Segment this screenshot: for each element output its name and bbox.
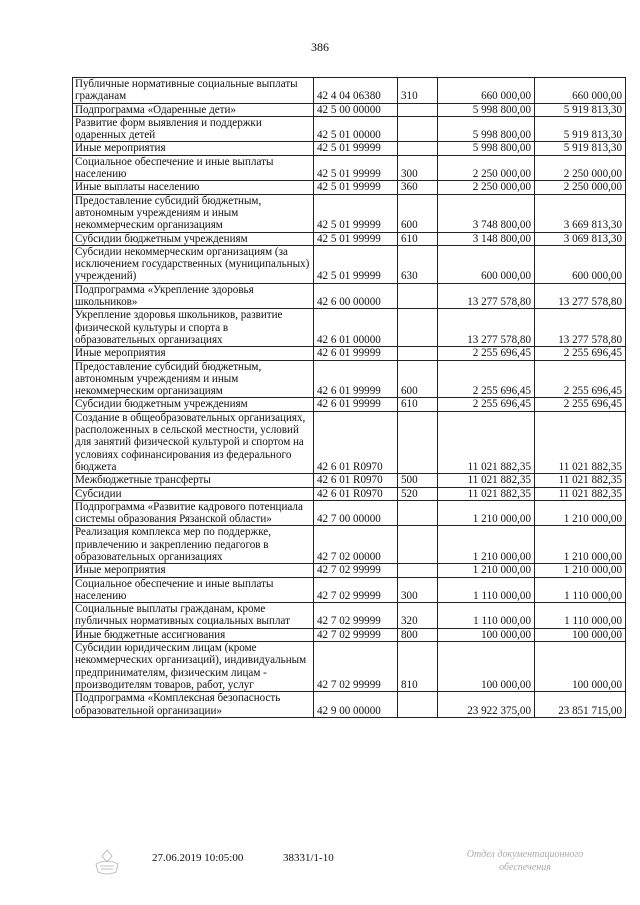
- page-number: 386: [311, 40, 329, 54]
- target-article-code-cell: 42 5 00 00000: [314, 103, 398, 116]
- table-row: [73, 487, 626, 500]
- executed-amount-cell: 1 110 000,00: [535, 577, 626, 603]
- planned-amount-cell: 11 021 882,35: [438, 474, 535, 487]
- planned-amount-cell: 2 255 696,45: [438, 360, 535, 398]
- expense-type-code-cell: [398, 103, 438, 116]
- table-row: [73, 309, 626, 347]
- executed-amount-cell: 660 000,00: [535, 78, 626, 104]
- executed-amount-cell: 1 110 000,00: [535, 603, 626, 629]
- expense-type-code-cell: [398, 411, 438, 473]
- planned-amount-cell: 1 110 000,00: [438, 577, 535, 603]
- planned-amount-cell: 2 250 000,00: [438, 181, 535, 194]
- executed-amount-cell: 100 000,00: [535, 628, 626, 641]
- executed-amount-cell: 2 255 696,45: [535, 398, 626, 411]
- planned-amount-cell: 3 148 800,00: [438, 232, 535, 245]
- expense-type-code-cell: 800: [398, 628, 438, 641]
- expense-type-code-cell: [398, 309, 438, 347]
- row-name-cell: Иные выплаты населению: [73, 181, 314, 194]
- expense-type-code-cell: [398, 500, 438, 526]
- executed-amount-cell: 2 250 000,00: [535, 155, 626, 181]
- row-name-cell: Иные бюджетные ассигнования: [73, 628, 314, 641]
- executed-amount-cell: 5 919 813,30: [535, 116, 626, 142]
- table-row: [73, 181, 626, 194]
- table-row: [73, 474, 626, 487]
- table-row: [73, 142, 626, 155]
- table-row: [73, 500, 626, 526]
- footer: [0, 848, 640, 888]
- row-name-cell: Субсидии юридическим лицам (кроме некоммерческих организаций), индивидуальным предпринимателям, физическим лицам - производителям товаров, работ, услуг: [73, 642, 314, 692]
- target-article-code-cell: 42 5 01 99999: [314, 181, 398, 194]
- executed-amount-cell: 2 255 696,45: [535, 360, 626, 398]
- table-row: [73, 628, 626, 641]
- table-row: [73, 103, 626, 116]
- planned-amount-cell: 5 998 800,00: [438, 142, 535, 155]
- expense-type-code-cell: [398, 347, 438, 360]
- planned-amount-cell: 2 255 696,45: [438, 347, 535, 360]
- table-row: [73, 155, 626, 181]
- executed-amount-cell: 13 277 578,80: [535, 283, 626, 309]
- expense-type-code-cell: 360: [398, 181, 438, 194]
- planned-amount-cell: 1 210 000,00: [438, 564, 535, 577]
- table-row: [73, 194, 626, 232]
- row-name-cell: Социальное обеспечение и иные выплаты населению: [73, 155, 314, 181]
- row-name-cell: Развитие форм выявления и поддержки одаренных детей: [73, 116, 314, 142]
- planned-amount-cell: 660 000,00: [438, 78, 535, 104]
- table-row: [73, 78, 626, 104]
- executed-amount-cell: 600 000,00: [535, 245, 626, 283]
- table-row: [73, 603, 626, 629]
- target-article-code-cell: 42 5 01 99999: [314, 232, 398, 245]
- table-row: [73, 283, 626, 309]
- department-stamp: Отдел документационного обеспечения: [466, 849, 584, 873]
- planned-amount-cell: 1 110 000,00: [438, 603, 535, 629]
- expense-type-code-cell: 610: [398, 398, 438, 411]
- row-name-cell: Создание в общеобразовательных организациях, расположенных в сельской местности, условий для занятий физической культурой и спортом на условиях софинансирования из федерального бюджета: [73, 411, 314, 473]
- target-article-code-cell: 42 6 01 R0970: [314, 411, 398, 473]
- planned-amount-cell: 600 000,00: [438, 245, 535, 283]
- table-row: [73, 360, 626, 398]
- target-article-code-cell: 42 7 00 00000: [314, 500, 398, 526]
- executed-amount-cell: 2 255 696,45: [535, 347, 626, 360]
- expense-type-code-cell: [398, 564, 438, 577]
- planned-amount-cell: 11 021 882,35: [438, 487, 535, 500]
- row-name-cell: Субсидии: [73, 487, 314, 500]
- target-article-code-cell: 42 6 01 R0970: [314, 474, 398, 487]
- expense-type-code-cell: 610: [398, 232, 438, 245]
- expense-type-code-cell: 300: [398, 155, 438, 181]
- target-article-code-cell: 42 7 02 99999: [314, 564, 398, 577]
- planned-amount-cell: 13 277 578,80: [438, 283, 535, 309]
- budget-table: [72, 77, 626, 718]
- target-article-code-cell: 42 9 00 00000: [314, 692, 398, 718]
- planned-amount-cell: 5 998 800,00: [438, 103, 535, 116]
- planned-amount-cell: 100 000,00: [438, 628, 535, 641]
- footer-doc-number: 38331/1-10: [283, 852, 334, 864]
- target-article-code-cell: 42 5 01 99999: [314, 155, 398, 181]
- executed-amount-cell: 5 919 813,30: [535, 142, 626, 155]
- table-body: [73, 78, 626, 718]
- target-article-code-cell: 42 5 01 99999: [314, 142, 398, 155]
- executed-amount-cell: 23 851 715,00: [535, 692, 626, 718]
- row-name-cell: Предоставление субсидий бюджетным, автономным учреждениям и иным некоммерческим организациям: [73, 194, 314, 232]
- planned-amount-cell: 2 250 000,00: [438, 155, 535, 181]
- executed-amount-cell: 1 210 000,00: [535, 500, 626, 526]
- expense-type-code-cell: 810: [398, 642, 438, 692]
- target-article-code-cell: 42 5 01 99999: [314, 194, 398, 232]
- expense-type-code-cell: 630: [398, 245, 438, 283]
- expense-type-code-cell: 500: [398, 474, 438, 487]
- target-article-code-cell: 42 6 01 99999: [314, 347, 398, 360]
- row-name-cell: Подпрограмма «Одаренные дети»: [73, 103, 314, 116]
- row-name-cell: Укрепление здоровья школьников, развитие физической культуры и спорта в образовательных организациях: [73, 309, 314, 347]
- target-article-code-cell: 42 7 02 99999: [314, 577, 398, 603]
- table-row: [73, 116, 626, 142]
- target-article-code-cell: 42 7 02 99999: [314, 628, 398, 641]
- row-name-cell: Субсидии бюджетным учреждениям: [73, 232, 314, 245]
- row-name-cell: Подпрограмма «Развитие кадрового потенциала системы образования Рязанской области»: [73, 500, 314, 526]
- row-name-cell: Социальные выплаты гражданам, кроме публичных нормативных социальных выплат: [73, 603, 314, 629]
- expense-type-code-cell: 600: [398, 194, 438, 232]
- executed-amount-cell: 100 000,00: [535, 642, 626, 692]
- executed-amount-cell: 2 250 000,00: [535, 181, 626, 194]
- executed-amount-cell: 3 069 813,30: [535, 232, 626, 245]
- expense-type-code-cell: [398, 692, 438, 718]
- row-name-cell: Иные мероприятия: [73, 142, 314, 155]
- executed-amount-cell: 11 021 882,35: [535, 411, 626, 473]
- executed-amount-cell: 11 021 882,35: [535, 487, 626, 500]
- row-name-cell: Предоставление субсидий бюджетным, автономным учреждениям и иным некоммерческим организациям: [73, 360, 314, 398]
- planned-amount-cell: 2 255 696,45: [438, 398, 535, 411]
- executed-amount-cell: 5 919 813,30: [535, 103, 626, 116]
- executed-amount-cell: 1 210 000,00: [535, 564, 626, 577]
- table-row: [73, 692, 626, 718]
- row-name-cell: Иные мероприятия: [73, 347, 314, 360]
- planned-amount-cell: 5 998 800,00: [438, 116, 535, 142]
- expense-type-code-cell: [398, 116, 438, 142]
- expense-type-code-cell: [398, 142, 438, 155]
- table-row: [73, 347, 626, 360]
- footer-date: 27.06.2019 10:05:00: [152, 852, 244, 864]
- row-name-cell: Межбюджетные трансферты: [73, 474, 314, 487]
- expense-type-code-cell: [398, 283, 438, 309]
- executed-amount-cell: 3 669 813,30: [535, 194, 626, 232]
- table-row: [73, 526, 626, 564]
- target-article-code-cell: 42 6 01 99999: [314, 398, 398, 411]
- row-name-cell: Субсидии бюджетным учреждениям: [73, 398, 314, 411]
- target-article-code-cell: 42 6 01 00000: [314, 309, 398, 347]
- target-article-code-cell: 42 7 02 99999: [314, 603, 398, 629]
- table-row: [73, 232, 626, 245]
- row-name-cell: Реализация комплекса мер по поддержке, привлечению и закреплению педагогов в образовательных организациях: [73, 526, 314, 564]
- target-article-code-cell: 42 6 01 R0970: [314, 487, 398, 500]
- table-row: [73, 245, 626, 283]
- expense-type-code-cell: 520: [398, 487, 438, 500]
- planned-amount-cell: 1 210 000,00: [438, 500, 535, 526]
- table-row: [73, 642, 626, 692]
- expense-type-code-cell: 310: [398, 78, 438, 104]
- target-article-code-cell: 42 5 01 00000: [314, 116, 398, 142]
- planned-amount-cell: 3 748 800,00: [438, 194, 535, 232]
- target-article-code-cell: 42 6 00 00000: [314, 283, 398, 309]
- planned-amount-cell: 1 210 000,00: [438, 526, 535, 564]
- executed-amount-cell: 11 021 882,35: [535, 474, 626, 487]
- planned-amount-cell: 23 922 375,00: [438, 692, 535, 718]
- planned-amount-cell: 100 000,00: [438, 642, 535, 692]
- row-name-cell: Публичные нормативные социальные выплаты гражданам: [73, 78, 314, 104]
- row-name-cell: Подпрограмма «Комплексная безопасность образовательной организации»: [73, 692, 314, 718]
- row-name-cell: Субсидии некоммерческим организациям (за исключением государственных (муниципальных) учреждений): [73, 245, 314, 283]
- coat-of-arms-logo: [90, 848, 124, 876]
- expense-type-code-cell: 600: [398, 360, 438, 398]
- target-article-code-cell: 42 5 01 99999: [314, 245, 398, 283]
- table-row: [73, 398, 626, 411]
- expense-type-code-cell: [398, 526, 438, 564]
- row-name-cell: Подпрограмма «Укрепление здоровья школьников»: [73, 283, 314, 309]
- planned-amount-cell: 11 021 882,35: [438, 411, 535, 473]
- table-row: [73, 564, 626, 577]
- planned-amount-cell: 13 277 578,80: [438, 309, 535, 347]
- row-name-cell: Социальное обеспечение и иные выплаты населению: [73, 577, 314, 603]
- target-article-code-cell: 42 4 04 06380: [314, 78, 398, 104]
- expense-type-code-cell: 320: [398, 603, 438, 629]
- executed-amount-cell: 13 277 578,80: [535, 309, 626, 347]
- target-article-code-cell: 42 7 02 99999: [314, 642, 398, 692]
- target-article-code-cell: 42 6 01 99999: [314, 360, 398, 398]
- table-row: [73, 577, 626, 603]
- table-row: [73, 411, 626, 473]
- row-name-cell: Иные мероприятия: [73, 564, 314, 577]
- executed-amount-cell: 1 210 000,00: [535, 526, 626, 564]
- target-article-code-cell: 42 7 02 00000: [314, 526, 398, 564]
- expense-type-code-cell: 300: [398, 577, 438, 603]
